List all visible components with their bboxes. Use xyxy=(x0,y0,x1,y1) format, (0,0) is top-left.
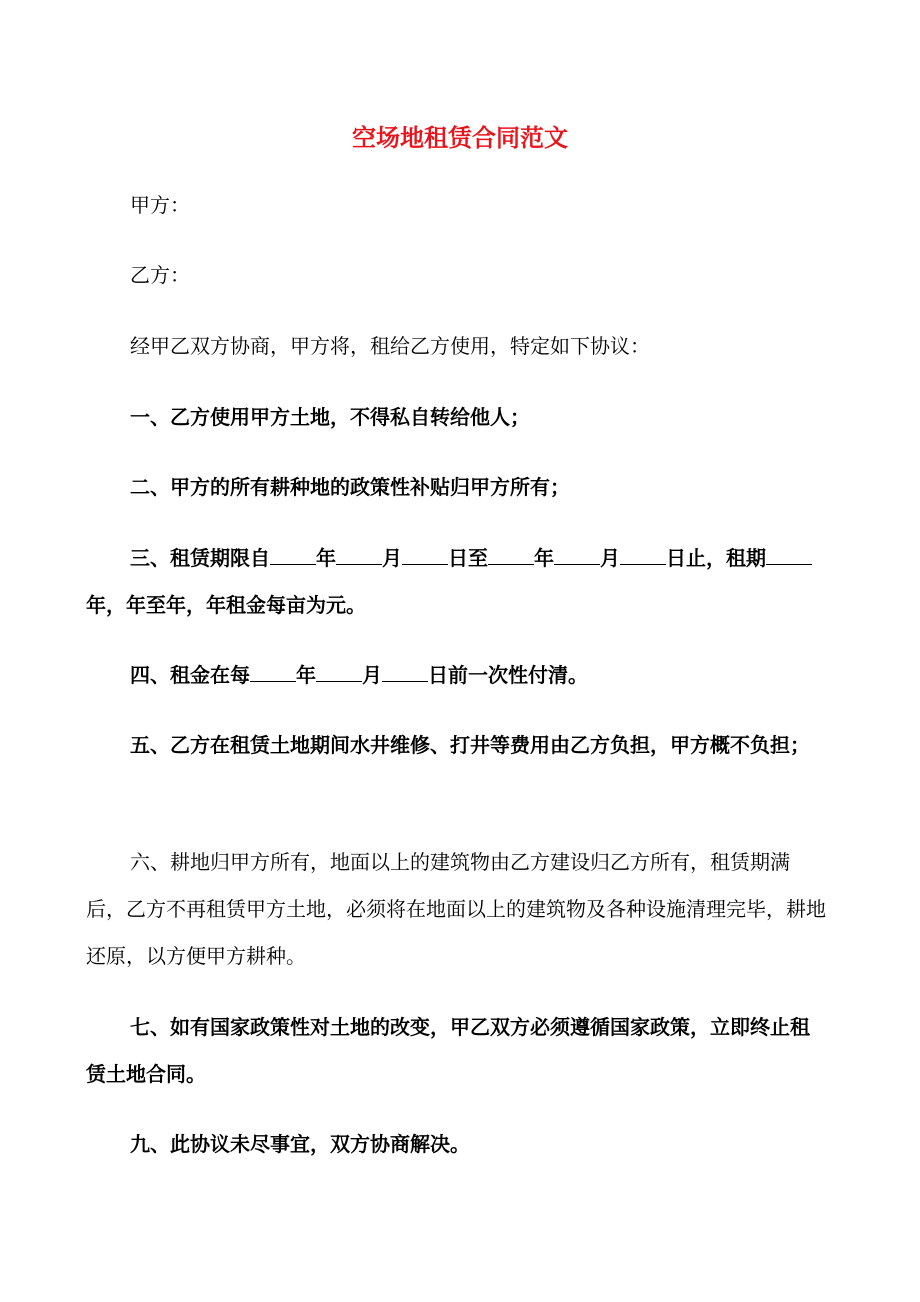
intro-paragraph: 经甲乙双方协商，甲方将，租给乙方使用，特定如下协议： xyxy=(130,334,650,358)
party-b-line: 乙方： xyxy=(130,263,190,287)
blank-field[interactable] xyxy=(402,544,448,565)
clause-4 xyxy=(86,652,828,699)
blank-field[interactable] xyxy=(336,544,382,565)
clause-3-year1: 年 xyxy=(316,546,336,570)
clause-4-tail: 日前一次性付清。 xyxy=(428,663,588,687)
clause-7: 七、如有国家政策性对土地的改变，甲乙双方必须遵循国家政策，立即终止租赁土地合同。 xyxy=(86,1015,810,1086)
clause-3-day2: 日止，租期 xyxy=(666,546,766,570)
clause-9: 九、此协议未尽事宜，双方协商解决。 xyxy=(130,1132,470,1156)
clause-3-start: 三、租赁期限自 xyxy=(130,546,270,570)
clause-3-month2: 月 xyxy=(600,546,620,570)
clause-3-day1: 日至 xyxy=(448,546,488,570)
document-title: 空场地租赁合同范文 xyxy=(352,123,568,152)
blank-field[interactable] xyxy=(620,544,666,565)
clause-5: 五、乙方在租赁土地期间水井维修、打井等费用由乙方负担，甲方概不负担； xyxy=(130,733,810,757)
clause-4-start: 四、租金在每 xyxy=(130,663,250,687)
clause-1: 一、乙方使用甲方土地，不得私自转给他人； xyxy=(130,405,530,429)
clause-4-year: 年 xyxy=(296,663,316,687)
clause-3-month1: 月 xyxy=(382,546,402,570)
blank-field[interactable] xyxy=(250,661,296,682)
clause-6: 六、耕地归甲方所有，地面以上的建筑物由乙方建设归乙方所有，租赁期满后，乙方不再租赁甲方土地，必须将在地面以上的建筑物及各种设施清理完毕，耕地还原，以方便甲方耕种。 xyxy=(86,850,826,968)
party-a-line: 甲方： xyxy=(130,193,190,217)
blank-field[interactable] xyxy=(382,661,428,682)
blank-field[interactable] xyxy=(766,544,812,565)
clause-2: 二、甲方的所有耕种地的政策性补贴归甲方所有； xyxy=(130,475,570,499)
blank-field[interactable] xyxy=(316,661,362,682)
clause-3 xyxy=(86,535,828,629)
clause-4-month: 月 xyxy=(362,663,382,687)
blank-field[interactable] xyxy=(554,544,600,565)
blank-field[interactable] xyxy=(270,544,316,565)
clause-3-tail: 年，年至年，年租金每亩为元。 xyxy=(86,593,366,617)
blank-field[interactable] xyxy=(488,544,534,565)
clause-3-year2: 年 xyxy=(534,546,554,570)
